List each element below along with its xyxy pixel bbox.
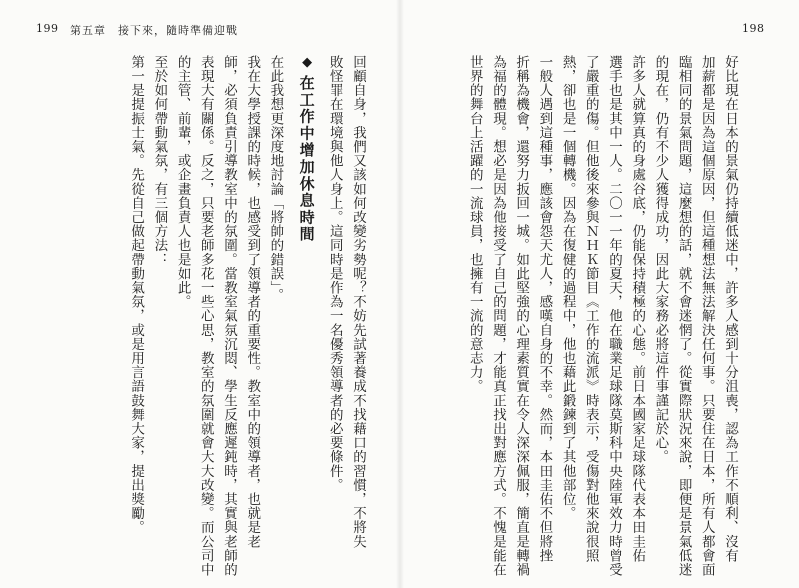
text-line: 表現大有關係。反之，只要老師多花一些心思，教室的氛圍就會大大改變。而公司中 <box>197 55 214 577</box>
text-line: 了嚴重的傷。但他後來參與ＮＨＫ節目《工作的流派》時表示，受傷對他來說很照 <box>582 55 599 563</box>
text-line: 為福的體現。想必是因為他接受了自己的問題，才能真正找出對應方式。不愧是能在 <box>489 55 506 577</box>
left-para-2 <box>170 55 286 577</box>
left-page-number: 199 <box>36 22 59 35</box>
section-heading <box>294 55 318 505</box>
left-page-body <box>29 55 369 577</box>
left-para-1 <box>323 55 369 549</box>
right-para-3 <box>463 55 556 577</box>
text-line: 折稱為機會，還努力扳回一城。如此堅強的心理素質實在令人深深佩服，簡直是轉禍 <box>513 55 530 577</box>
text-line: 加薪都是因為這個原因，但這種想法無法解決任何事。只要住在日本，所有人都會面 <box>698 55 715 577</box>
text-line: 第一是提振士氣。先從自己做起帶動氣氛，或是用言語鼓舞大家，提出獎勵。 <box>128 55 145 535</box>
section-heading-title: 在工作中增加休息時間 <box>297 74 316 243</box>
text-line: 我在大學授課的時候，也感受到了領導者的重要性。教室中的領導者，也就是老 <box>244 55 261 549</box>
text-line: 許多人就算真的身處谷底，仍能保持積極的心態。前日本國家足球隊代表本田圭佑 <box>629 55 646 563</box>
text-line: 臨相同的景氣問題，這麼想的話，就不會迷惘了。從實際狀況來說，即便是景氣低迷 <box>675 55 692 577</box>
text-line: 回顧自身，我們又該如何改變劣勢呢？不妨先試著養成不找藉口的習慣，不將失 <box>350 55 366 549</box>
text-line: 師，必須負責引導教室中的氛圍。當教室氣氛沉悶、學生反應遲鈍時，其實與老師的 <box>220 55 237 577</box>
text-line: 選手也是其中一人。二〇一一年的夏天，他在職業足球隊莫斯科中央陸軍效力時曾受 <box>605 55 622 577</box>
text-line: 的現在，仍有不少人獲得成功，因此大家務必將這件事謹記於心。 <box>652 55 669 464</box>
right-page-number: 198 <box>742 22 765 35</box>
text-line: 敗怪罪在環境與他人身上。這同時是作為一名優秀領導者的必要條件。 <box>326 55 343 493</box>
text-line: 至於如何帶動氣氛，有三個方法： <box>151 55 168 267</box>
text-line: 的主管、前輩，或企畫負責人也是如此。 <box>174 55 191 309</box>
text-line: 在此我想更深度地討論「將帥的錯誤」。 <box>267 55 284 303</box>
left-running-head: 第五章 接下來，隨時準備迎戰 <box>70 24 238 37</box>
right-para-2 <box>555 55 648 577</box>
left-para-3 <box>124 55 170 535</box>
text-line: 熱，卻也是一個轉機。因為在復健的過程中，他也藉此鍛鍊到了其他部位。 <box>559 55 576 521</box>
right-page-body <box>401 55 741 577</box>
text-line: 好比現在日本的景氣仍持續低迷中，許多人感到十分沮喪，認為工作不順利、沒有 <box>722 55 738 563</box>
right-para-1 <box>648 55 741 577</box>
text-line: 一般人遇到這種事，應該會怨天尤人，感嘆自身的不幸。然而，本田圭佑不但將挫 <box>536 55 553 563</box>
diamond-bullet-icon: ◆ <box>299 55 315 72</box>
text-line: 世界的舞台上活躍的一流球員，也擁有一流的意志力。 <box>466 55 483 394</box>
